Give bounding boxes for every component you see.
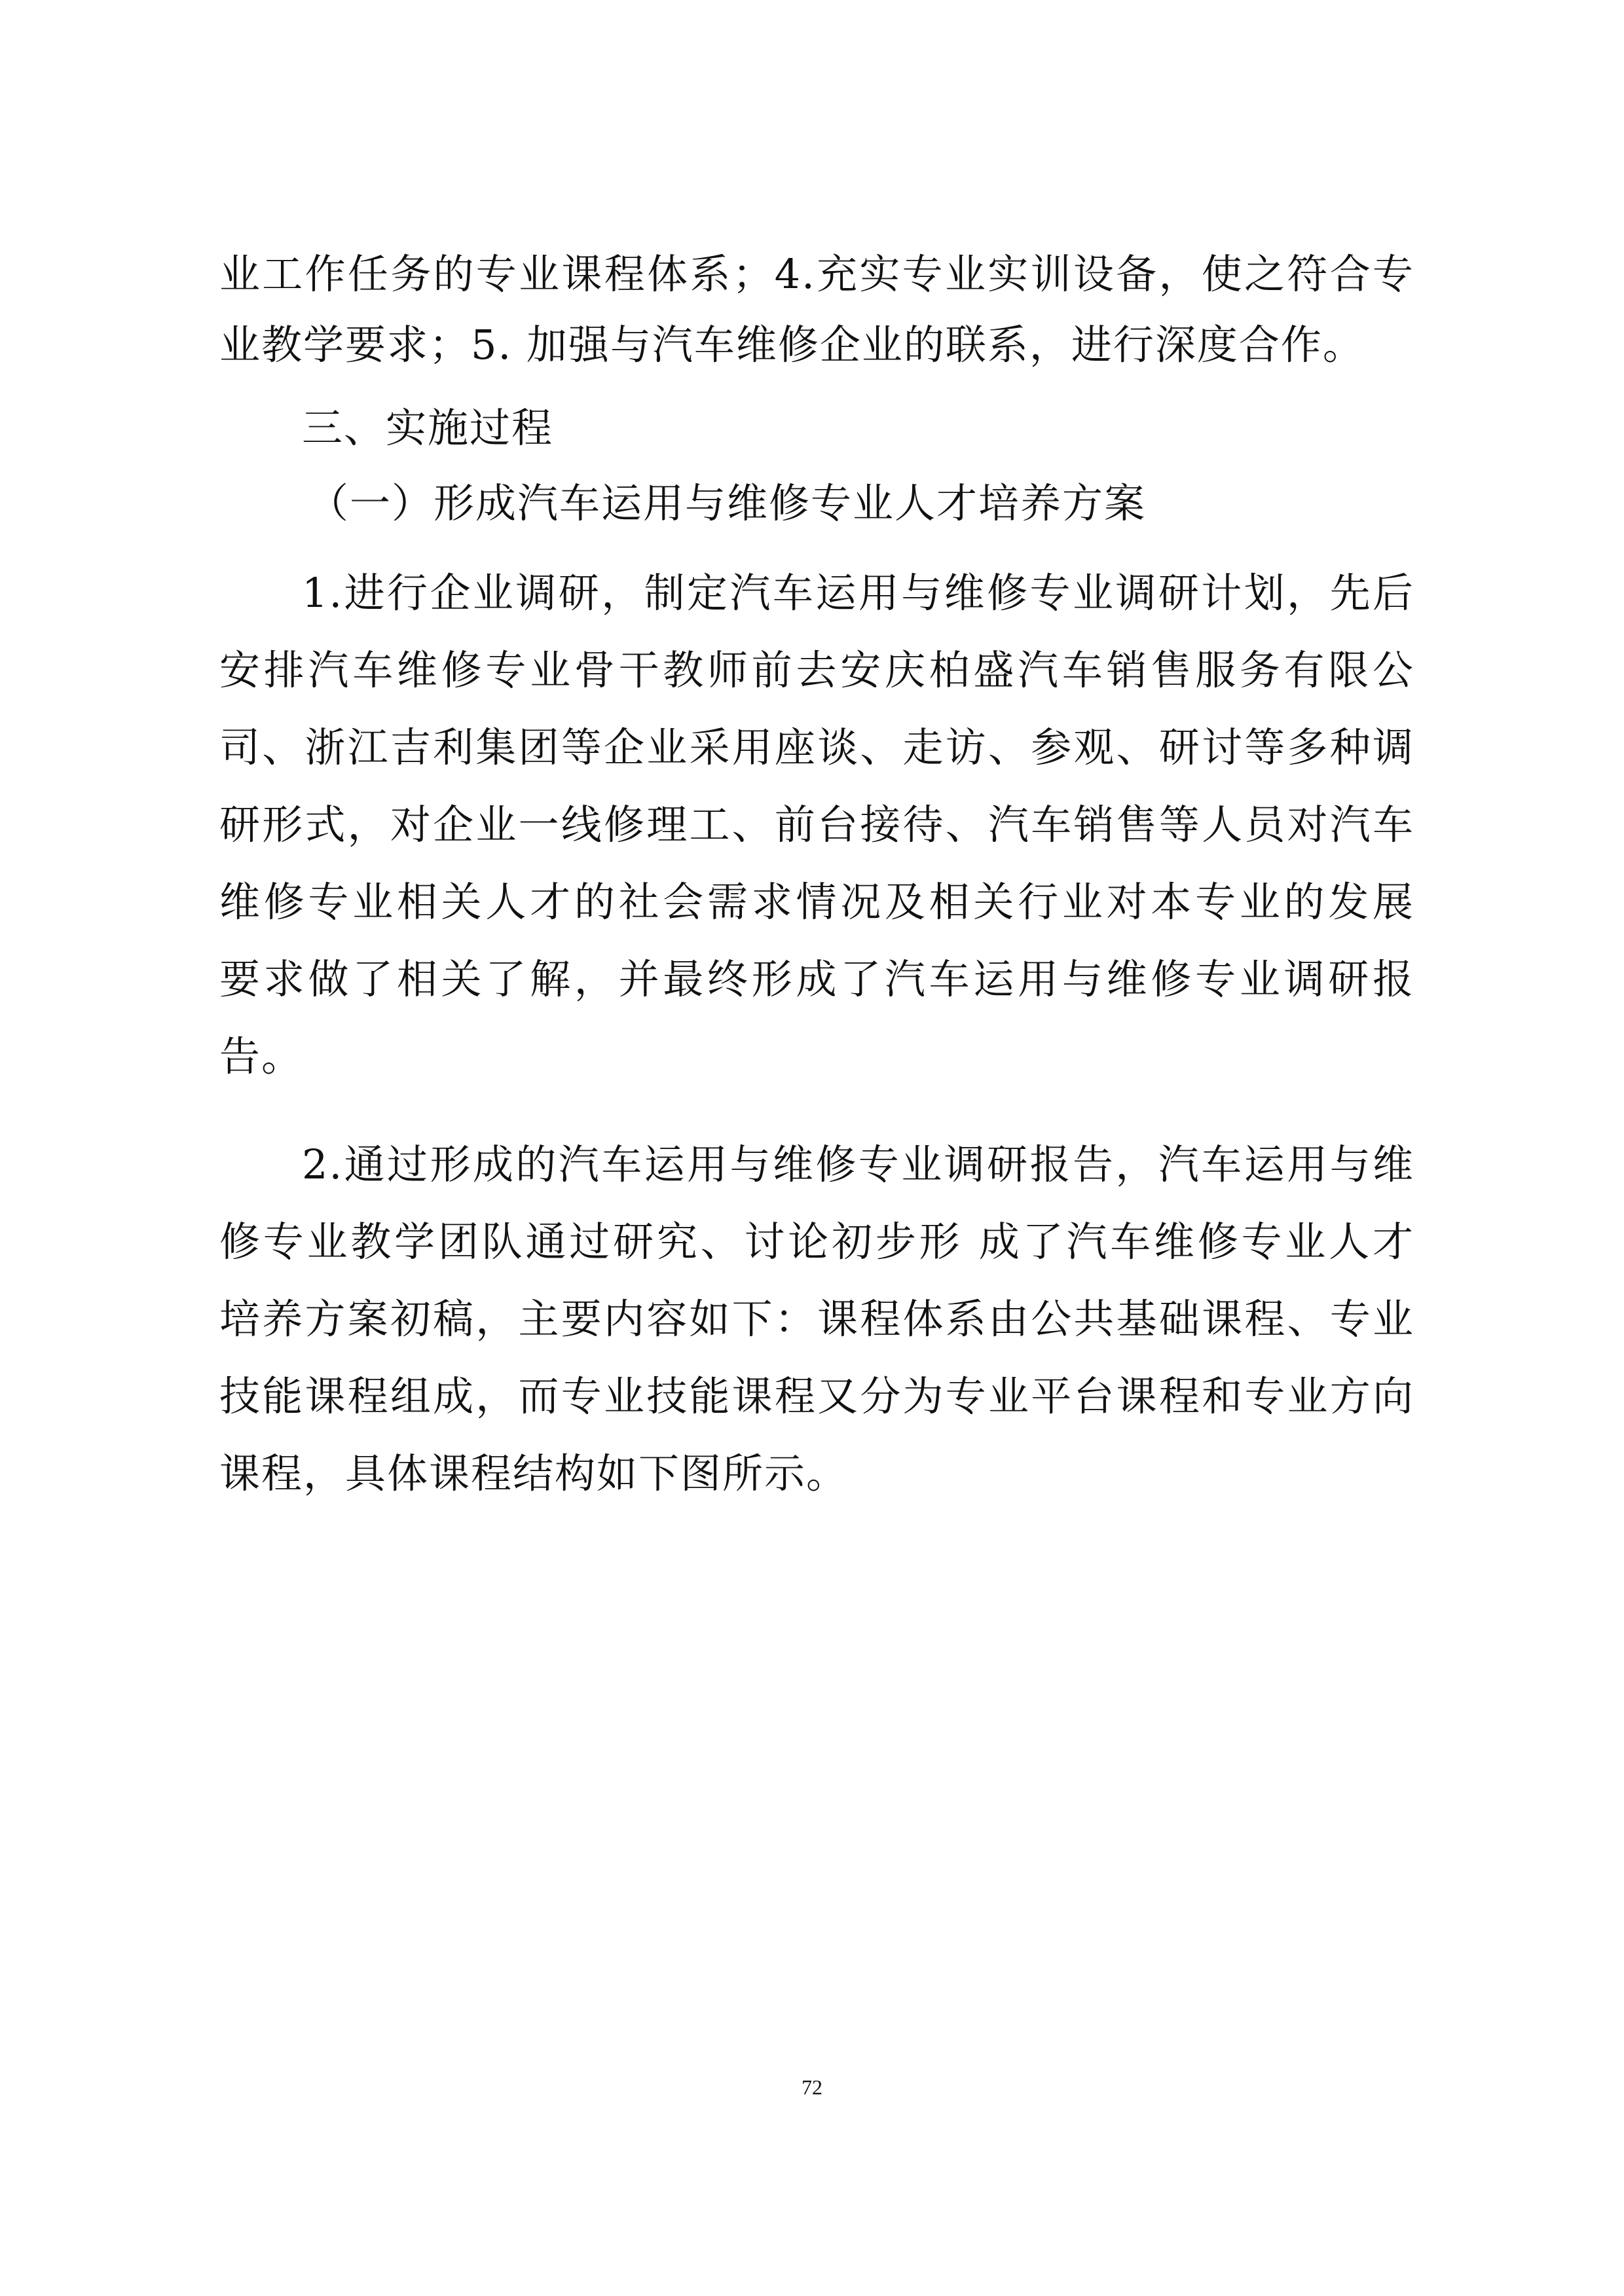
paragraph-2-line-6: 要求做了相关了解，并最终形成了汽车运用与维修专业调研报: [219, 955, 1414, 1003]
page-number: 72: [802, 2075, 822, 2099]
paragraph-2-line-1: 1.进行企业调研，制定汽车运用与维修专业调研计划，先后: [302, 569, 1414, 617]
paragraph-1-line-2: 业教学要求；5. 加强与汽车维修企业的联系，进行深度合作。: [219, 321, 1365, 369]
paragraph-2-line-2: 安排汽车维修专业骨干教师前去安庆柏盛汽车销售服务有限公: [219, 646, 1414, 694]
paragraph-3-line-1: 2.通过形成的汽车运用与维修专业调研报告，汽车运用与维: [302, 1140, 1414, 1188]
subsection-heading-training-plan: （一）形成汽车运用与维修专业人才培养方案: [308, 479, 1147, 527]
paragraph-2-line-7: 告。: [219, 1032, 304, 1080]
paragraph-2-line-5: 维修专业相关人才的社会需求情况及相关行业对本专业的发展: [219, 878, 1414, 926]
paragraph-2-line-3: 司、浙江吉利集团等企业采用座谈、走访、参观、研讨等多种调: [219, 723, 1414, 771]
paragraph-3-line-3: 培养方案初稿，主要内容如下：课程体系由公共基础课程、专业: [219, 1295, 1414, 1343]
paragraph-3-line-2: 修专业教学团队通过研究、讨论初步形 成了汽车维修专业人才: [219, 1218, 1414, 1266]
paragraph-2-line-4: 研形式，对企业一线修理工、前台接待、汽车销售等人员对汽车: [219, 801, 1414, 848]
paragraph-3-line-4: 技能课程组成，而专业技能课程又分为专业平台课程和专业方向: [219, 1372, 1414, 1420]
paragraph-1-line-1: 业工作任务的专业课程体系；4.充实专业实训设备，使之符合专: [219, 250, 1414, 298]
section-heading-implementation: 三、实施过程: [302, 404, 554, 452]
paragraph-3-line-5: 课程，具体课程结构如下图所示。: [219, 1449, 849, 1497]
